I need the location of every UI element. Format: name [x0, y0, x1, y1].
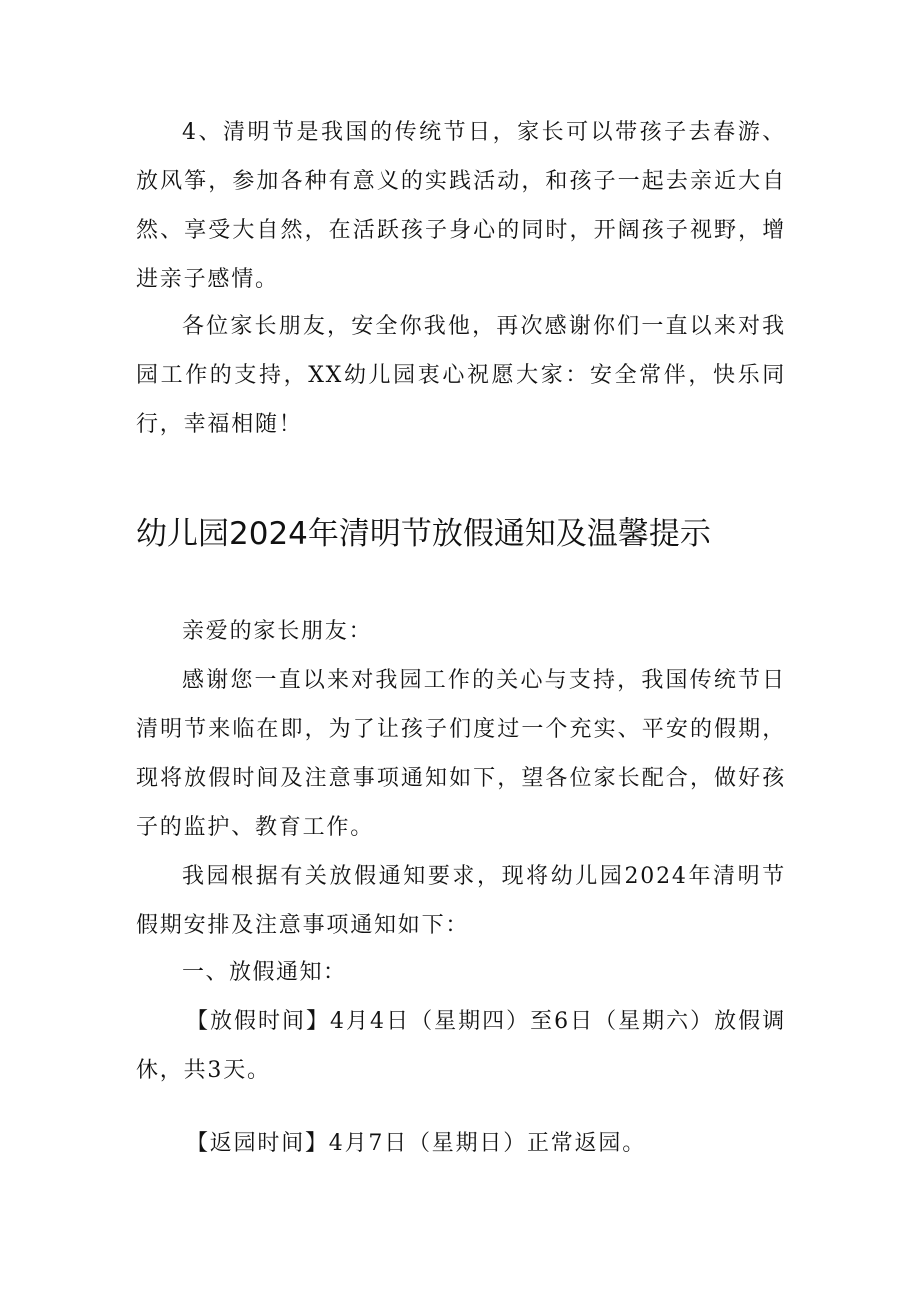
greeting-line: 亲爱的家长朋友： — [182, 619, 373, 644]
paragraph-tip-4: 4、清明节是我国的传统节日，家长可以带孩子去春游、放风筝，参加各种有意义的实践活动，和孩子一起去亲近大自然、享受大自然，在活跃孩子身心的同时，开阔孩子视野，增进亲子感情。 — [136, 120, 786, 292]
document-title: 幼儿园2024年清明节放假通知及温馨提示 — [136, 516, 711, 552]
paragraph-closing-wishes: 各位家长朋友，安全你我他，再次感谢你们一直以来对我园工作的支持，XX幼儿园衷心祝愿大家：安全常伴，快乐同行，幸福相随！ — [136, 314, 786, 437]
paragraph-holiday-time: 【放假时间】4月4日（星期四）至6日（星期六）放假调休，共3天。 — [136, 1009, 786, 1083]
section-heading-holiday-notice: 一、放假通知： — [182, 960, 347, 985]
paragraph-arrangement: 我园根据有关放假通知要求，现将幼儿园2024年清明节假期安排及注意事项通知如下： — [136, 864, 786, 938]
paragraph-return-time: 【返园时间】4月7日（星期日）正常返园。 — [186, 1131, 646, 1156]
paragraph-intro: 感谢您一直以来对我园工作的关心与支持，我国传统节日清明节来临在即，为了让孩子们度过一个充实、平安的假期，现将放假时间及注意事项通知如下，望各位家长配合，做好孩子的监护、教育工作。 — [136, 668, 786, 840]
